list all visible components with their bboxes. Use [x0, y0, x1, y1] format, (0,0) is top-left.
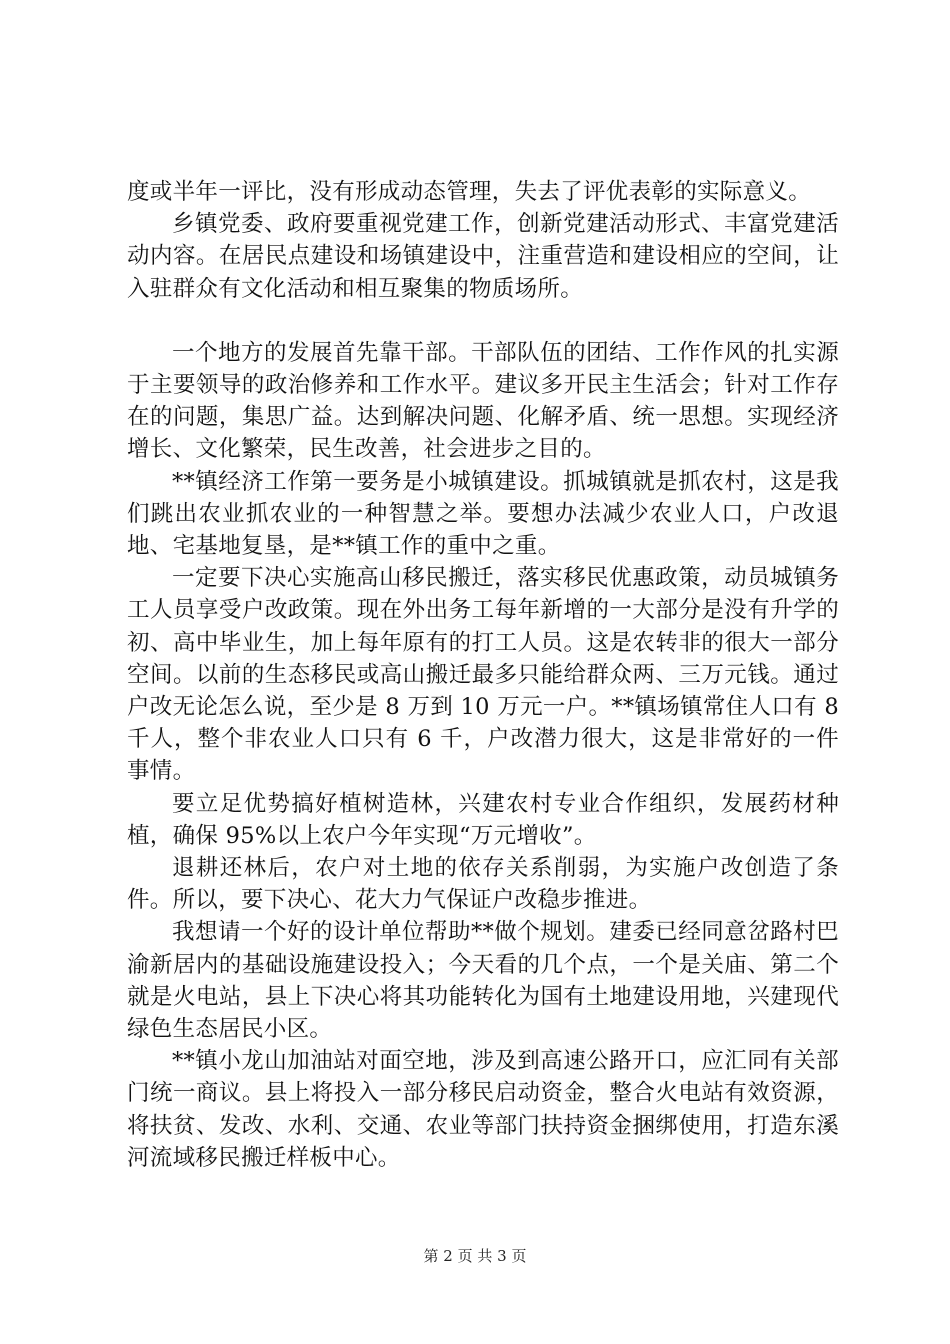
paragraph-party-building: 乡镇党委、政府要重视党建工作，创新党建活动形式、丰富党建活动内容。在居民点建设和场镇建设中，注重营造和建设相应的空间，让入驻群众有文化活动和相互聚集的物质场所。 [127, 211, 839, 302]
document-body [127, 176, 839, 1174]
paragraph-afforestation: 要立足优势搞好植树造林，兴建农村专业合作组织，发展药材种植，确保 95%以上农户今年实现“万元增收”。 [127, 790, 839, 849]
page-footer: 第 2 页 共 3 页 [423, 1247, 527, 1265]
paragraph-town-construction: **镇经济工作第一要务是小城镇建设。抓城镇就是抓农村，这是我们跳出农业抓农业的一种智慧之举。要想办法减少农业人口，户改退地、宅基地复垦，是**镇工作的重中之重。 [127, 468, 839, 560]
paragraph-land-return: 退耕还林后，农户对土地的依存关系削弱，为实施户改创造了条件。所以，要下决心、花大力气保证户改稳步推进。 [127, 855, 839, 914]
paragraph-continuation: 度或半年一评比，没有形成动态管理，失去了评优表彰的实际意义。 [127, 179, 812, 205]
paragraph-cadres: 一个地方的发展首先靠干部。干部队伍的团结、工作作风的扎实源于主要领导的政治修养和工作水平。建议多开民主生活会；针对工作存在的问题，集思广益。达到解决问题、化解矛盾、统一思想。实现经济增长、文化繁荣，民生改善，社会进步之目的。 [127, 339, 839, 463]
paragraph-relocation: 一定要下决心实施高山移民搬迁，落实移民优惠政策，动员城镇务工人员享受户改政策。现在外出务工每年新增的一大部分是没有升学的初、高中毕业生，加上每年原有的打工人员。这是农转非的很大一部分空间。以前的生态移民或高山搬迁最多只能给群众两、三万元钱。通过户改无论怎么说，至少是 8 万到 10 万元一户。**镇场镇常住人口有 8 千人，整个非农业人口只有 6 千，户改潜力很大，这是非常好的一件事情。 [127, 565, 839, 785]
paragraph-gap [127, 305, 839, 337]
paragraph-gas-station: **镇小龙山加油站对面空地，涉及到高速公路开口，应汇同有关部门统一商议。县上将投入一部分移民启动资金，整合火电站有效资源，将扶贫、发改、水利、交通、农业等部门扶持资金捆绑使用，打造东溪河流域移民搬迁样板中心。 [127, 1048, 839, 1171]
paragraph-planning: 我想请一个好的设计单位帮助**做个规划。建委已经同意岔路村巴渝新居内的基础设施建设投入；今天看的几个点，一个是关庙、第二个就是火电站，县上下决心将其功能转化为国有土地建设用地，兴建现代绿色生态居民小区。 [127, 919, 839, 1043]
